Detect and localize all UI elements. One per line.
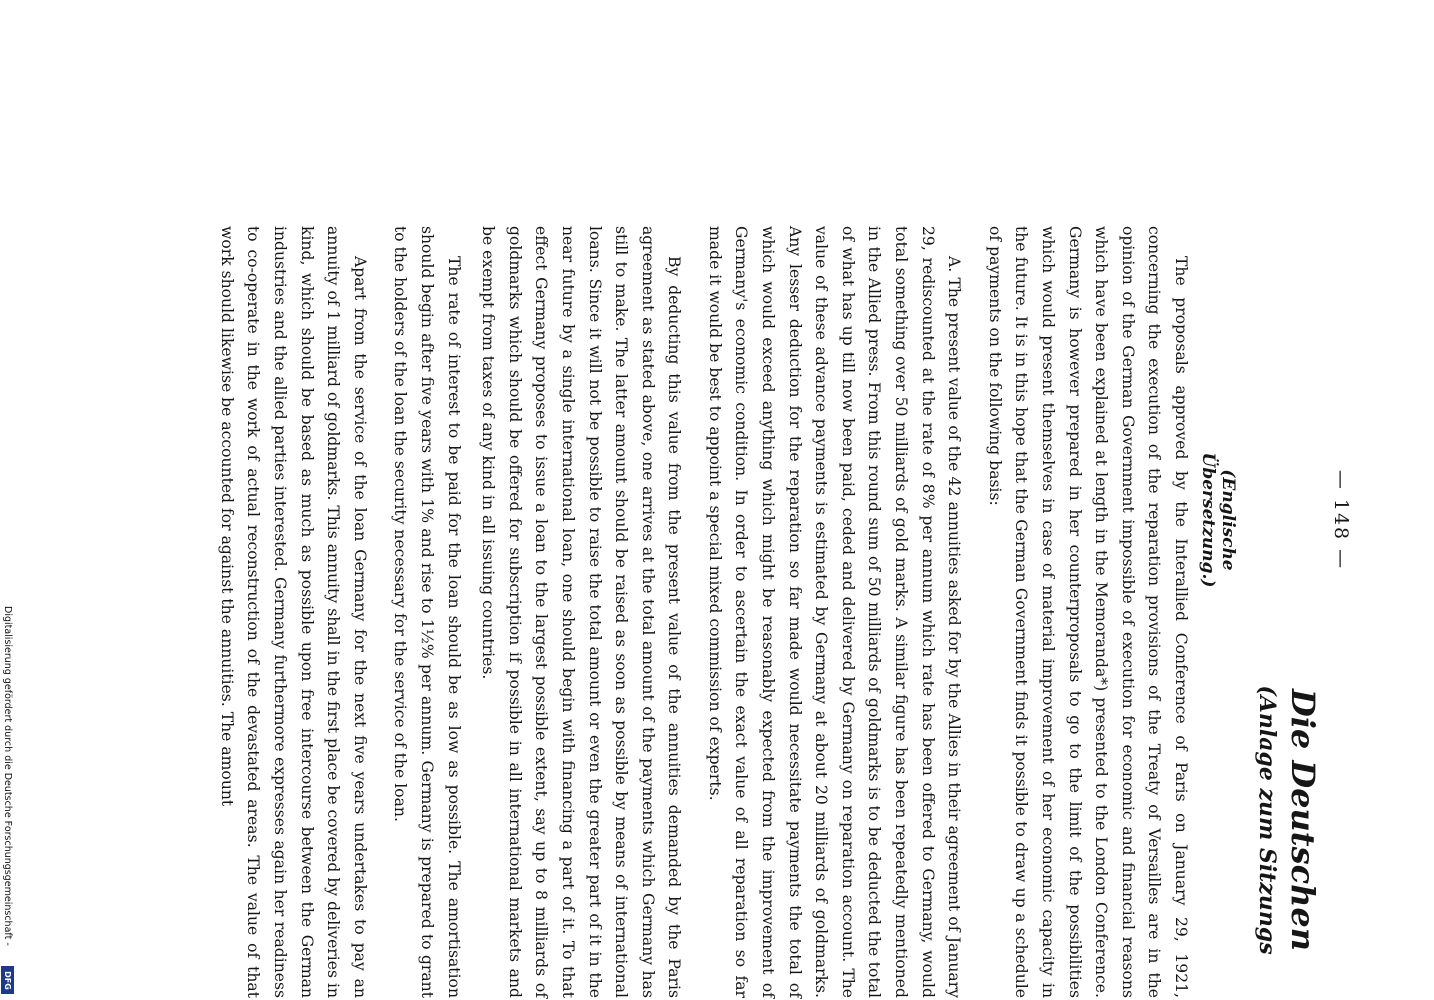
page-title: Die Deutschen xyxy=(1284,689,1322,951)
paragraph-interest: The rate of interest to be paid for the loan should be as low as possible. The amortisation should begin after five years with 1% and rise to 1½% per annum. Germany is prepared to grant to the holders of the loan the security necessary for the service of the loan. xyxy=(391,226,463,998)
body-text xyxy=(213,226,1194,998)
dfg-logo-text: DFG xyxy=(3,970,13,990)
paragraph-deduction: By deducting this value from the present value of the annuities demanded by the Paris agreement as stated above, one arrives at the total amount of the payments which Germany has still to make. The latter amount should be raised as soon as possible by means of international loans. Since it will not be possible to raise the total amount or even the greater part of it in the near future by a single international loan, one should begin with financing a part of it. To that effect Germany proposes to issue a loan to the largest possible extent, say up to 8 milliards of goldmarks which should be offered for subscription if possible in all international markets and be exempt from taxes of any kind in all issuing countries. xyxy=(479,226,684,998)
translation-note: (Englische Übersetzung.) xyxy=(1198,452,1238,588)
dfg-logo xyxy=(1,966,14,994)
page-number: — 148 — xyxy=(1330,469,1352,571)
credit-text: Digitalisierung gefördert durch die Deutsche Forschungsgemeinschaft - xyxy=(2,606,13,946)
paragraph-annuity: Apart from the service of the loan Germany for the next five years undertakes to pay an annuity of 1 milliard of goldmarks. This annuity shall in the first place be covered by deliveries in kind, which should be based as much as possible upon free intercourse between the German industries and the allied parties interested. Germany furthermore expresses again her readiness to co-operate in the work of actual reconstruction of the devastated areas. The value of that work should likewise be accounted for against the annuities. The amount xyxy=(217,226,369,998)
page-subtitle: (Anlage zum Sitzungs xyxy=(1254,685,1280,955)
paragraph-intro: The proposals approved by the Interallied Conference of Paris on January 29, 1921, concerning the execution of the reparation provisions of the Treaty of Versailles are in the opinion of the German Government impossible of execution for economic and financial reasons which have been explained at length in the Memoranda*) presented to the London Conference. Germany is however prepared in her counterproposals to go to the limit of the possibilities which would present themselves in case of material improvement of her economic capacity in the future. It is in this hope that the German Government finds it possible to draw up a schedule of payments on the following basis: xyxy=(985,226,1190,998)
paragraph-a: A. The present value of the 42 annuities asked for by the Allies in their agreement of January 29, rediscounted at the rate of 8% per annum which rate has been offered to Germany, would total something over 50 milliards of gold marks. A similar figure has been repeatedly mentioned in the Allied press. From this round sum of 50 milliards of goldmarks is to be deducted the total of what has up till now been paid, ceded and delivered by Germany on reparation account. The value of these advance payments is estimated by Germany at about 20 milliards of goldmarks. Any lesser deduction for the reparation so far made would necessitate payments the total of which would exceed anything which might be reasonably expected from the improvement of Germany's economic condition. In order to ascertain the exact value of all reparation so far made it would be best to appoint a special mixed commission of experts. xyxy=(705,226,964,998)
digitization-credit xyxy=(0,606,14,996)
